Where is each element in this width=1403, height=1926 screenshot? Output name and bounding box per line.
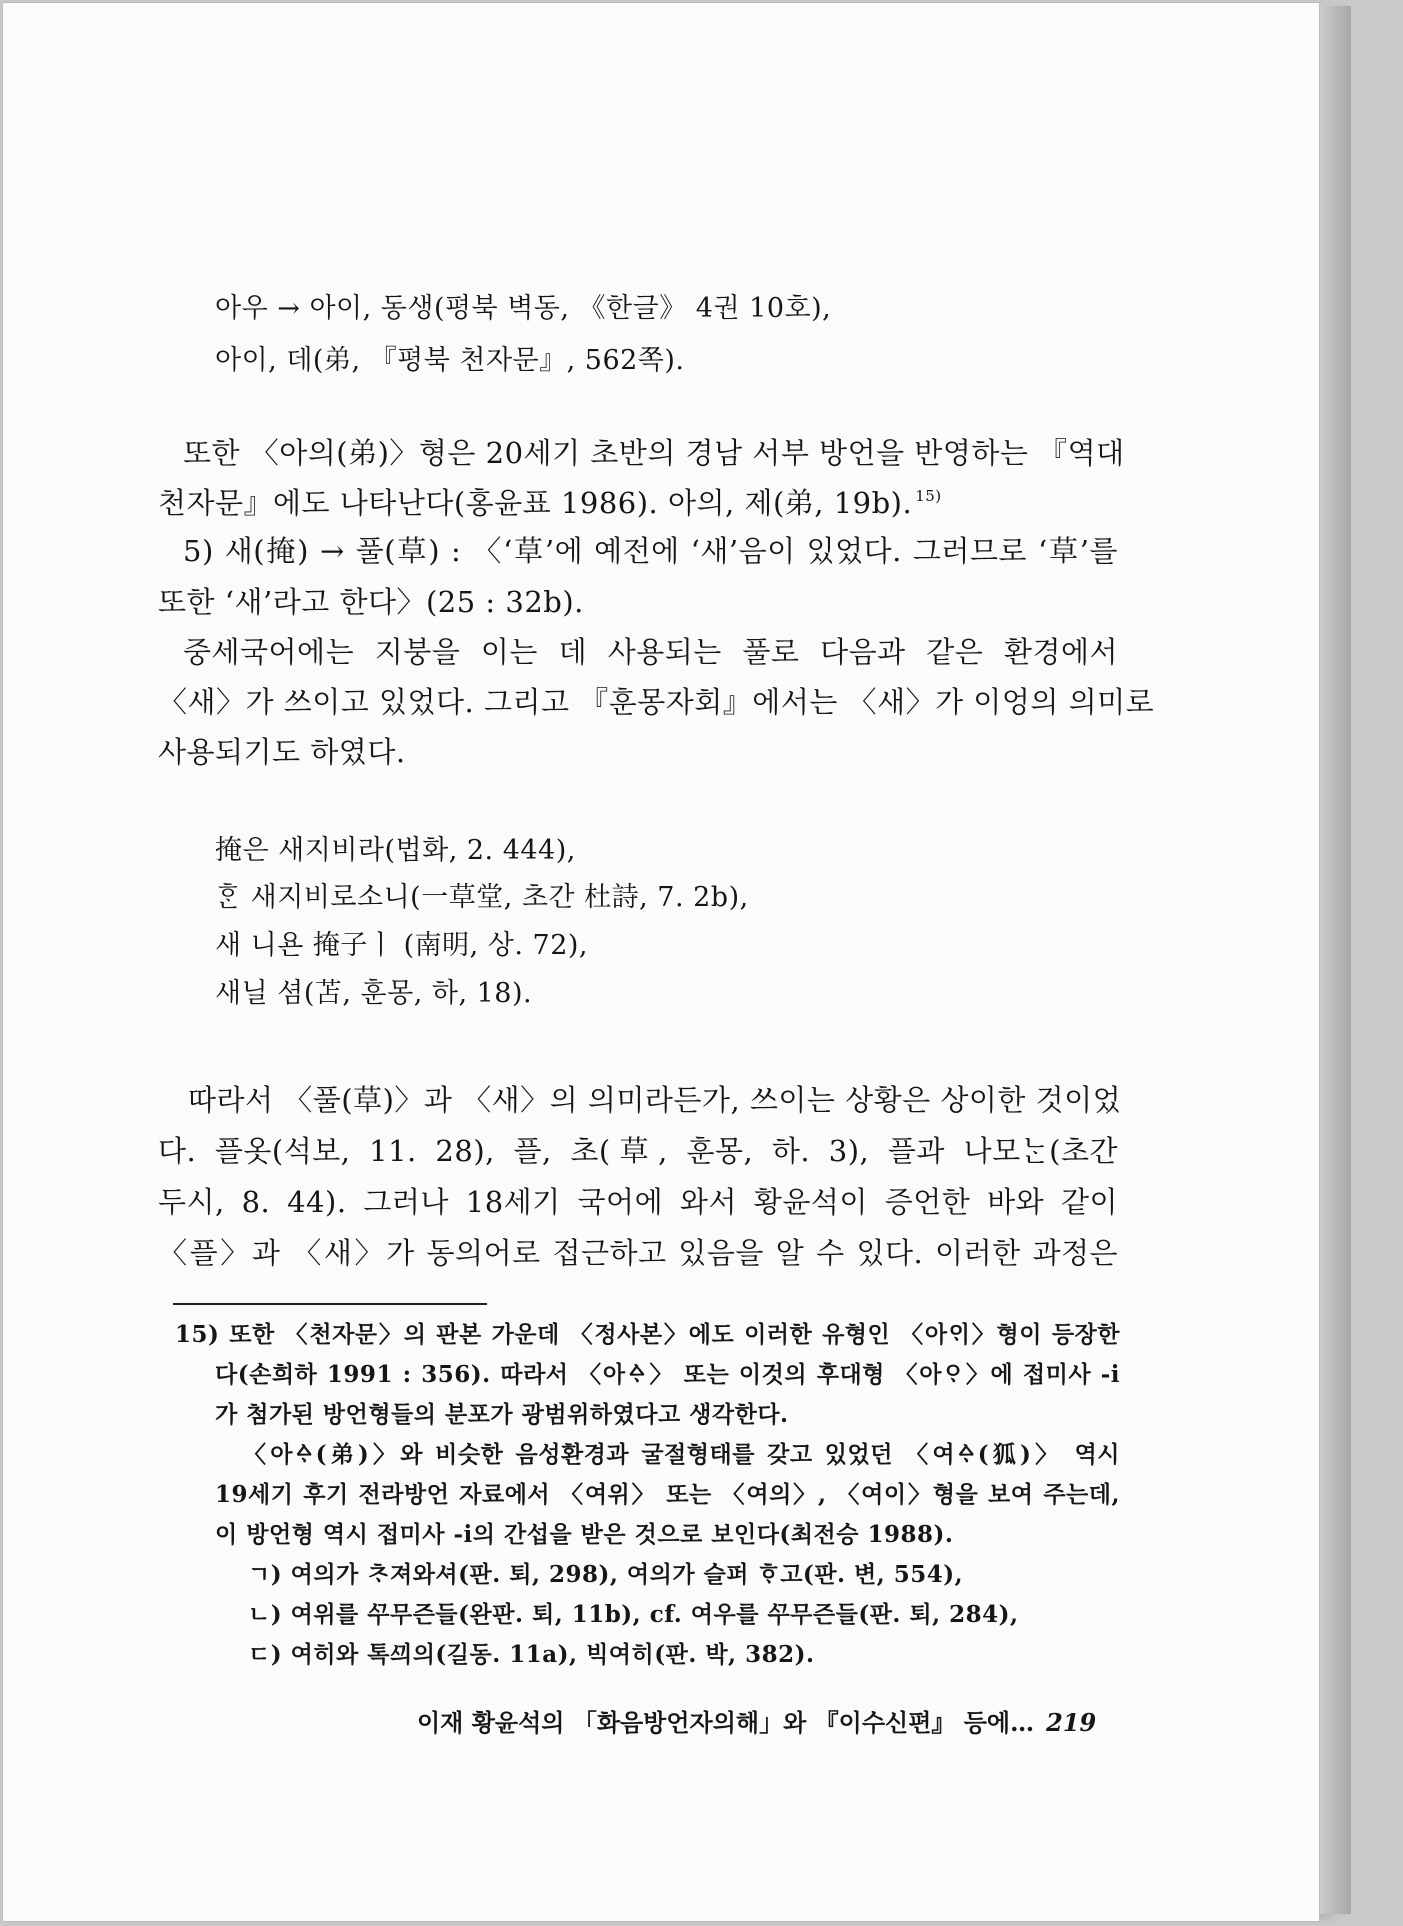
item-line: 5) 새(掩) → 풀(草) : 〈‘草’에 예전에 ‘새’음이 있었다. 그러므로 ‘草’를 [183, 534, 1118, 568]
running-title: 이재 황윤석의 「화음방언자의해」와 『이수신편』 등에… [417, 1708, 1035, 1737]
example-line: 아이, 데(弟, 『평북 천자문』, 562쪽). [215, 345, 685, 376]
footnote-example: ㄴ) 여위를 ᄭᅮ무즌들(완판. 퇴, 11b), cf. 여우를 ᄭᅮ무즌들(판. 퇴, 284), [248, 1601, 1019, 1628]
footnote-line: 19세기 후기 전라방언 자료에서 〈여위〉 또는 〈여의〉, 〈여이〉형을 보여 주는데, [215, 1481, 1120, 1508]
footnote-reference: 15) [915, 487, 942, 505]
example-line: 아우 → 아이, 동생(평북 벽동, 《한글》 4권 10호), [215, 293, 832, 324]
example-line: 掩은 새지비라(법화, 2. 444), [215, 835, 576, 866]
footnote-example: ㄷ) 여히와 톡ᄭᅴ의(길동. 11a), 빅여히(판. 박, 382). [248, 1641, 815, 1668]
item-line: 또한 ‘새’라고 한다〉(25 : 32b). [158, 585, 584, 619]
footnote-rule [173, 1303, 487, 1305]
paragraph-line: 사용되기도 하였다. [158, 735, 406, 769]
footnote-line: 가 첨가된 방언형들의 분포가 광범위하였다고 생각한다. [215, 1401, 789, 1428]
footnote-line: 이 방언형 역시 접미사 -i의 간섭을 받은 것으로 보인다(최전승 1988). [215, 1521, 954, 1548]
footnote-line: 15) 또한 〈천자문〉의 판본 가운데 〈정사본〉에도 이러한 유형인 〈아ᄋᆡ〉형이 등장한 [175, 1321, 1120, 1348]
paragraph-line: 다. 플옷(석보, 11. 28), 플, 초(草, 훈몽, 하. 3), 플과 나모ᄂᆞᆫ(초간 [158, 1134, 1118, 1168]
page-number: 219 [1046, 1708, 1097, 1737]
paragraph-line [158, 481, 942, 522]
footnote-example: ㄱ) 여의가 ᄎᆞ져와셔(판. 퇴, 298), 여의가 슬퍼 ᄒᆞ고(판. 변, 554), [248, 1561, 964, 1588]
paragraph-line: 또한 〈아의(弟)〉형은 20세기 초반의 경남 서부 방언을 반영하는 『역대 [183, 436, 1125, 470]
document-page [2, 2, 1320, 1922]
example-line: 새 니욘 掩子ㅣ (南明, 상. 72), [215, 930, 588, 961]
paragraph-line: 따라서 〈풀(草)〉과 〈새〉의 의미라든가, 쓰이는 상황은 상이한 것이었 [188, 1083, 1122, 1117]
paragraph-line: 중세국어에는 지붕을 이는 데 사용되는 풀로 다음과 같은 환경에서 [183, 635, 1118, 669]
running-footer [417, 1703, 1096, 1738]
paragraph-line: 〈새〉가 쓰이고 있었다. 그리고 『훈몽자회』에서는 〈새〉가 이엉의 의미로 [158, 685, 1155, 719]
paragraph-line: 두시, 8. 44). 그러나 18세기 국어에 와서 황윤석이 증언한 바와 같이 [158, 1185, 1118, 1219]
footnote-line: 다(손희하 1991 : 356). 따라서 〈아ᅀᆞ〉 또는 이것의 후대형 〈아ᄋᆞ〉에 접미사 -i [215, 1361, 1120, 1388]
paragraph-line: 〈플〉과 〈새〉가 동의어로 접근하고 있음을 알 수 있다. 이러한 과정은 [158, 1236, 1118, 1270]
example-line: ᄒᆞᆫ 새지비로소니(一草堂, 초간 杜詩, 7. 2b), [215, 882, 749, 913]
paragraph-text: 천자문』에도 나타난다(홍윤표 1986). 아의, 제(弟, 19b). [158, 486, 913, 520]
example-line: 새닐 셤(苫, 훈몽, 하, 18). [215, 978, 533, 1009]
footnote-line: 〈아ᅀᆞ(弟)〉와 비슷한 음성환경과 굴절형태를 갖고 있었던 〈여ᅀᆞ(狐)〉 역시 [243, 1441, 1120, 1468]
